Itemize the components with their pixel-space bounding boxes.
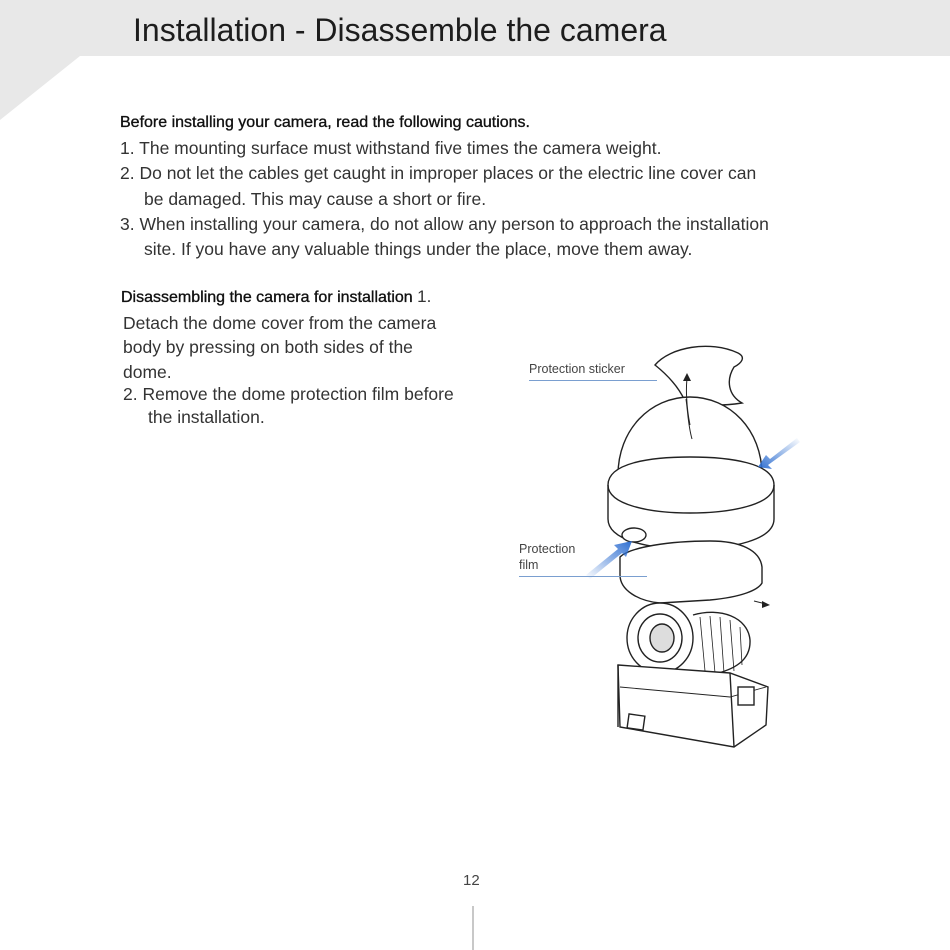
camera-base: [618, 665, 768, 747]
cautions-heading: Before installing your camera, read the following cautions.: [120, 114, 530, 131]
callout-protection-film-2: film: [519, 558, 539, 572]
callout-line-film: [519, 576, 647, 577]
step-2-line-2: the installation.: [148, 407, 265, 427]
camera-shroud: [620, 541, 762, 603]
caution-item-3: 3. When installing your camera, do not allow any person to approach the installation: [120, 214, 769, 234]
step-2-line-1: 2. Remove the dome protection film before: [123, 384, 454, 404]
page-number: 12: [463, 872, 480, 889]
callout-protection-sticker: Protection sticker: [529, 362, 625, 376]
push-arrow-right: [758, 438, 800, 469]
caution-item-2-cont: be damaged. This may cause a short or fire.: [144, 189, 487, 209]
page-title: Installation - Disassemble the camera: [133, 12, 667, 48]
step-1-line-1: Detach the dome cover from the camera: [123, 313, 437, 333]
protection-sticker: [655, 346, 742, 405]
step-1-line-2: body by pressing on both sides of the: [123, 337, 413, 357]
footer-divider: [472, 906, 474, 950]
callout-line-sticker: [529, 380, 657, 381]
caution-item-1: 1. The mounting surface must withstand five times the camera weight.: [120, 138, 662, 158]
header-corner-decoration: [0, 0, 80, 120]
step-1-line-3: dome.: [123, 362, 172, 382]
disassembly-heading-number: 1.: [417, 287, 432, 306]
callout-protection-film-1: Protection: [519, 542, 576, 556]
caution-item-3-cont: site. If you have any valuable things under the place, move them away.: [144, 239, 693, 259]
disassembly-heading-text: Disassembling the camera for installation: [121, 289, 413, 306]
disassembly-heading: [121, 287, 431, 307]
caution-item-2: 2. Do not let the cables get caught in improper places or the electric line cover can: [120, 163, 757, 183]
